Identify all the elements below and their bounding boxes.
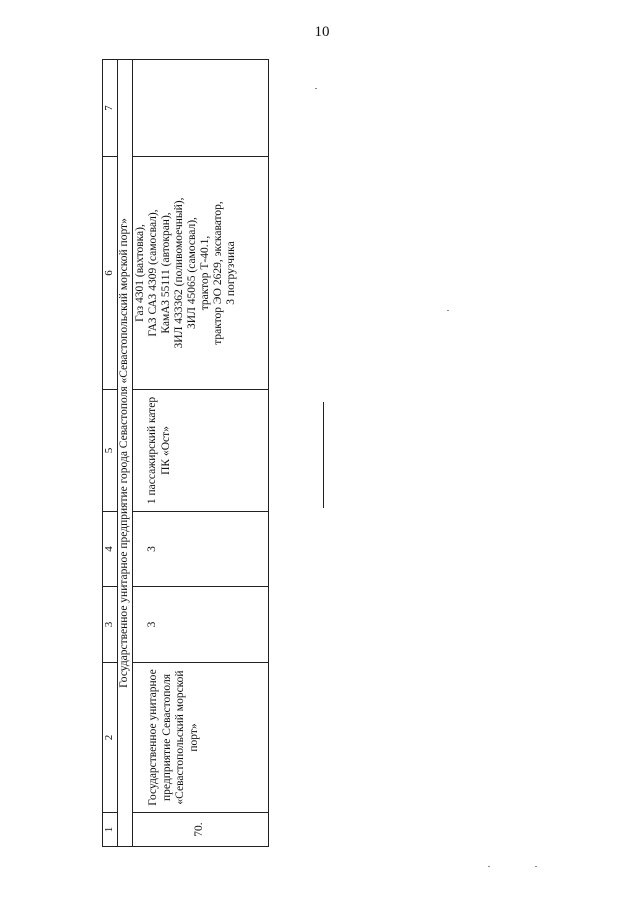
row-number: 70. (132, 813, 268, 847)
equipment-item: ЗИЛ 433362 (поливомоечный), (172, 197, 185, 349)
column-7-value (132, 60, 268, 157)
rotated-table-container (102, 60, 252, 847)
column-3-value: 3 (132, 587, 268, 663)
equipment-item: ЗИЛ 45065 (самосвал), (185, 217, 198, 329)
end-of-table-divider (323, 402, 324, 508)
section-title-row (118, 60, 133, 847)
equipment-item: трактор ЭО 2629, экскаватор, (211, 201, 224, 345)
equipment-item: КамАЗ 55111 (автокран), (159, 212, 172, 334)
column-number: 2 (103, 663, 118, 813)
column-number: 4 (103, 512, 118, 587)
equipment-item: Газ 4301 (вахтовка), (133, 224, 146, 322)
column-number: 6 (103, 157, 118, 390)
equipment-table (102, 59, 269, 847)
scan-speck (315, 88, 317, 89)
equipment-item: трактор Т-40.1, (198, 235, 211, 311)
scan-speck (447, 310, 449, 311)
vessels-list: 1 пассажирский катер ПК «Ост» (132, 390, 268, 512)
section-title: Государственное унитарное предприятие города Севастополя «Севастопольский морской порт» (118, 60, 133, 847)
column-number: 7 (103, 60, 118, 157)
equipment-item: 3 погрузчика (224, 241, 237, 305)
table-row (132, 60, 268, 847)
column-number-row (103, 60, 118, 847)
column-number: 3 (103, 587, 118, 663)
column-number: 1 (103, 813, 118, 847)
column-number: 5 (103, 390, 118, 512)
column-4-value: 3 (132, 512, 268, 587)
page-number: 10 (314, 24, 330, 40)
scan-speck (488, 866, 490, 867)
equipment-item: ГАЗ САЗ 4309 (самосвал), (146, 209, 159, 337)
equipment-list (132, 157, 268, 390)
scan-speck (535, 866, 537, 867)
organization-name: Государственное унитарное предприятие Севастополя «Севастопольский морской порт» (132, 663, 268, 813)
